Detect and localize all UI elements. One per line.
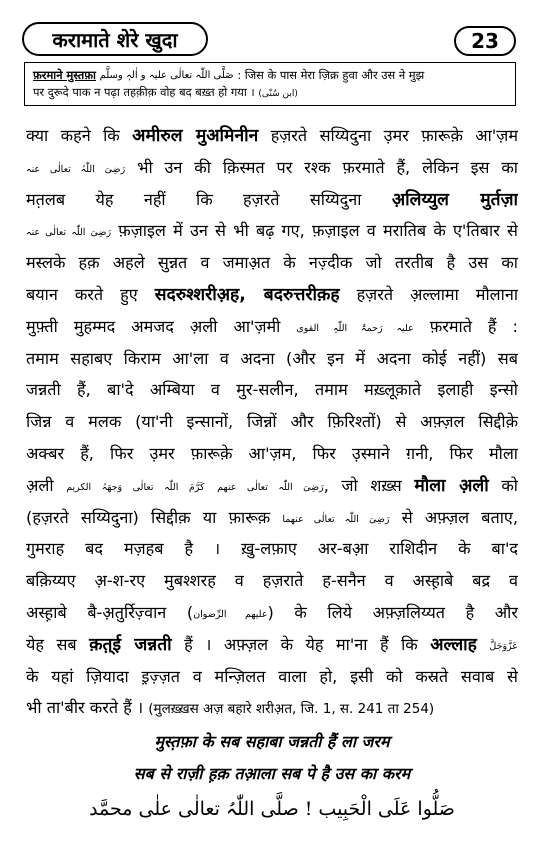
text-run: तमाम सहाबए किराम आ'ला व अदना (और इन में अदना कोई नहीं) सब — [26, 348, 518, 368]
text-line — [26, 406, 518, 438]
text-run: हज़रते सय्यिदुना उ़मर फ़ारूक़े आ'ज़म — [258, 126, 518, 145]
text-run: से अफ़्ज़ल बताए, — [389, 507, 518, 527]
text-line — [26, 661, 518, 693]
text-line — [26, 184, 518, 216]
hadith-line-1 — [33, 67, 507, 84]
hadith-text-1: : जिस के पास मेरा ज़िक्र हुवा और उस ने मुझ — [237, 68, 425, 82]
couplet-line-1: मुस्त़फ़ा के सब सहाबा जन्नती हैं ला जरम — [154, 732, 390, 751]
arabic-honorific: رَضِیَ اللّٰہ تعالٰی عنھما — [282, 513, 390, 525]
text-run: क्या कहने कि — [26, 126, 133, 145]
hadith-source: (ابن سُنّی) — [258, 89, 298, 99]
page-number: 23 — [454, 26, 516, 56]
text-run: ) के लिये अफ़्ज़लिय्यत है और — [267, 602, 518, 622]
text-run: के यहां ज़ियादा इ़ज़्ज़त व मन्ज़िलत वाला हो, इसी को कस्रते सवाब से — [26, 666, 518, 686]
text-run: (हज़रते सय्यिदुना) सिद्दीक़ या फ़ारूक़ — [26, 507, 283, 527]
text-run: फ़ज़ाइल में उन से भी बढ़ गए, फ़ज़ाइल व मरातिब के ए'तिबार से — [111, 221, 518, 241]
hadith-line-2 — [33, 84, 507, 103]
text-run: फ़रमाते हैं : — [413, 316, 518, 336]
bold-term: अल्लाह — [430, 634, 477, 655]
text-run: गुमराह बद मज़हब है । ख़ु-लफ़ाए अर-बआ़ राशिदीन के बा'द — [26, 539, 518, 559]
text-line — [26, 215, 518, 247]
book-title: करामाते शेरे खुदा — [22, 22, 208, 56]
text-run: अस्ह़ाबे बै-अ़तुर्रिज़्वान ( — [26, 602, 194, 622]
text-run: मुफ़्ती मुहम्मद अमजद अ़ली आ'ज़मी — [26, 316, 297, 336]
text-run: मस्लके हक़ अहले सुन्नत व जमाअ़त के नज़्दीक जो तरतीब है उस का — [26, 253, 518, 273]
text-run: , जो शख़्स — [323, 475, 415, 495]
text-run — [205, 476, 218, 495]
text-run: हैं । अफ़्ज़ल के येह मा'ना हैं कि — [171, 634, 431, 654]
salutation-arabic: صَلَّی اللّٰہ تعالٰی علیہ و اٰلہٖ وسلَّم — [99, 70, 234, 81]
text-run: बयान करते हुए — [26, 284, 155, 304]
text-run: बक़िय्यए अ़-श-रए मुबश्शरह व हज़राते ह-सनैन व अस्ह़ाबे बद्र व — [26, 571, 518, 591]
text-line — [26, 565, 518, 597]
text-run: मत़लब येह नहीं कि हज़रते सय्यिदुना — [26, 189, 392, 209]
text-line — [26, 343, 518, 375]
text-run: येह सब — [26, 634, 90, 654]
citation: (मुलख़्ख़स अज़ बहारे शरीअ़त, जि. 1, स. 241 ता 254) — [148, 701, 435, 718]
bold-term: मौला अ़ली — [414, 475, 489, 496]
arabic-honorific: علیہ رَحمۃُ اللّٰہِ القوی — [296, 322, 414, 334]
body-text — [26, 120, 518, 724]
text-run: जन्नती हैं, बा'दे अम्बिया व मुर-सलीन, तमाम मख़्लूक़ाते इलाही इन्सो — [26, 380, 518, 400]
durood-line: صَلُّوا عَلَی الْحَبِیب ! صلَّی اللّٰہُ تعالٰی علٰی محمَّد — [89, 798, 455, 820]
bold-term: सदरुश्शरीअ़ह, बदरुत्तरीक़ह — [154, 284, 340, 305]
bold-term: क़त़्ई जन्नती — [89, 634, 172, 655]
arabic-honorific: کَرَّمَ اللّٰہ تعالٰی وَجھَہُ الکریم — [66, 481, 205, 493]
hadith-text-2: पर दुरूदे पाक न पढ़ा तहक़ीक़ वोह बद बख़्त हो गया । — [33, 85, 255, 99]
arabic-honorific: رَضِیَ اللّٰہ تعالٰی عنہ — [26, 227, 112, 239]
text-run: भी उन की क़िस्मत पर रश्क फ़रमाते हैं, लेकिन इस का — [125, 157, 518, 177]
bold-term: अमीरुल मुअमिनीन — [132, 126, 259, 146]
text-line — [26, 470, 518, 502]
text-run: हज़रते अ़ल्लामा मौलाना — [339, 284, 518, 304]
text-run — [477, 635, 490, 654]
text-line — [26, 597, 518, 629]
text-line — [26, 311, 518, 343]
arabic-honorific: رَضِیَ اللّٰہ تعالٰی عنھم — [217, 481, 324, 493]
text-run: को — [488, 475, 518, 495]
text-line — [26, 279, 518, 311]
bold-term: अ़लिय्युल मुर्तज़ा — [391, 189, 518, 210]
couplet-line-2: सब से राज़ी ह़क़ तआ़ला सब पे है उस का करम — [133, 764, 411, 783]
text-line — [26, 692, 518, 724]
text-line — [26, 629, 518, 661]
arabic-honorific: رَضِیَ اللّٰہُ تعالٰی عنہ — [26, 163, 126, 175]
hadith-box — [24, 62, 516, 106]
text-line — [26, 120, 518, 152]
arabic-honorific: علیھم الرِّضوان — [193, 608, 268, 620]
text-run: भी ता'बीर करते हैं । — [26, 698, 149, 718]
text-run: जिन्न व मलक (या'नी इन्सानों, जिन्नों और फ़िरिश्तों) से अफ़्ज़ल सिद्दीक़े — [26, 412, 518, 432]
text-line — [26, 152, 518, 184]
arabic-honorific: عَزَّوَجَلَّ — [489, 640, 518, 652]
text-line — [26, 533, 518, 565]
hadith-label: फ़रमाने मुस्तफ़ा — [33, 68, 96, 82]
text-line — [26, 502, 518, 534]
text-line — [26, 438, 518, 470]
text-line — [26, 247, 518, 279]
text-run: अक्बर हैं, फिर उ़मर फ़ारूक़े आ'ज़म, फिर उ़स्माने ग़नी, फिर मौला — [26, 443, 518, 463]
text-run: अ़ली — [26, 475, 67, 495]
text-line — [26, 374, 518, 406]
